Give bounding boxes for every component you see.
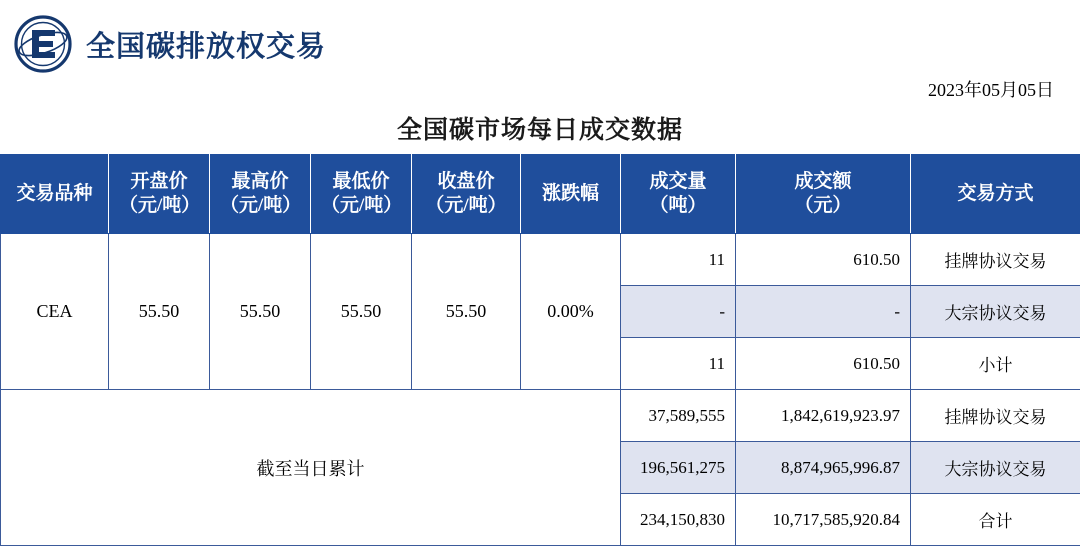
brand-title: 全国碳排放权交易: [86, 30, 327, 63]
page-header: [0, 0, 1080, 74]
col-low-price: 最低价 （元/吨）: [311, 155, 412, 234]
cell-volume: 11: [621, 234, 736, 286]
col-close-price: 收盘价 （元/吨）: [412, 155, 521, 234]
cell-volume: 11: [621, 338, 736, 390]
cell-open-price: 55.50: [109, 234, 210, 390]
carbon-exchange-logo-icon: [14, 15, 72, 73]
cell-amount: 1,842,619,923.97: [736, 390, 911, 442]
col-change-pct: 涨跌幅: [521, 155, 621, 234]
col-product: 交易品种: [1, 155, 109, 234]
cell-amount: -: [736, 286, 911, 338]
cell-low-price: 55.50: [311, 234, 412, 390]
cell-volume: -: [621, 286, 736, 338]
daily-trading-table: [0, 154, 1080, 546]
cell-trade-mode: 合计: [911, 494, 1080, 546]
cell-close-price: 55.50: [412, 234, 521, 390]
cell-volume: 196,561,275: [621, 442, 736, 494]
cell-trade-mode: 小计: [911, 338, 1080, 390]
cell-trade-mode: 挂牌协议交易: [911, 390, 1080, 442]
report-date: 2023年05月05日: [928, 80, 1054, 100]
cell-trade-mode: 大宗协议交易: [911, 442, 1080, 494]
cell-amount: 610.50: [736, 234, 911, 286]
cell-amount: 610.50: [736, 338, 911, 390]
col-volume: 成交量 （吨）: [621, 155, 736, 234]
cell-cumulative-label: 截至当日累计: [1, 390, 621, 546]
page-title: 全国碳市场每日成交数据: [396, 117, 683, 144]
col-high-price: 最高价 （元/吨）: [210, 155, 311, 234]
cell-amount: 8,874,965,996.87: [736, 442, 911, 494]
col-trade-mode: 交易方式: [911, 155, 1080, 234]
cell-volume: 234,150,830: [621, 494, 736, 546]
cell-change-pct: 0.00%: [521, 234, 621, 390]
table-row: [1, 390, 1080, 442]
col-amount: 成交额 （元）: [736, 155, 911, 234]
cell-volume: 37,589,555: [621, 390, 736, 442]
cell-trade-mode: 大宗协议交易: [911, 286, 1080, 338]
cell-product: CEA: [1, 234, 109, 390]
col-open-price: 开盘价 （元/吨）: [109, 155, 210, 234]
table-header-row: [1, 155, 1080, 234]
cell-high-price: 55.50: [210, 234, 311, 390]
cell-trade-mode: 挂牌协议交易: [911, 234, 1080, 286]
cell-amount: 10,717,585,920.84: [736, 494, 911, 546]
table-row: [1, 234, 1080, 286]
